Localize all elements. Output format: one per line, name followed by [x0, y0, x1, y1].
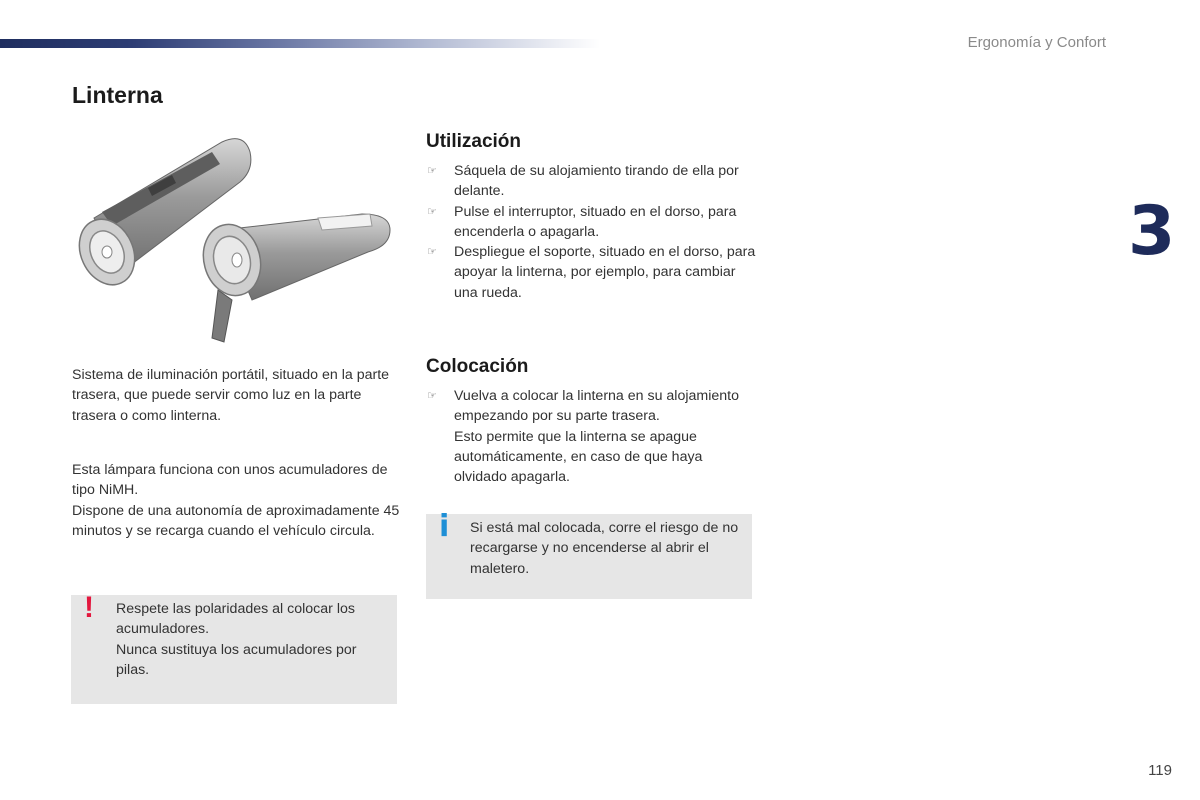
battery-paragraph	[72, 460, 402, 541]
info-text: Si está mal colocada, corre el riesgo de no recargarse y no encenderse al abrir el maletero.	[470, 520, 739, 577]
battery-type-text: Esta lámpara funciona con unos acumuladores de tipo NiMH.	[72, 462, 388, 499]
page-title: Linterna	[72, 82, 163, 108]
info-icon: i	[439, 509, 450, 544]
warning-text-batteries: Nunca sustituya los acumuladores por pilas.	[116, 641, 357, 678]
page-number: 119	[1148, 762, 1172, 779]
flashlight-illustration	[72, 130, 392, 350]
placement-list	[426, 386, 756, 487]
placement-note: Esto permite que la linterna se apague automáticamente, en caso de que haya olvidado apagarla.	[454, 428, 703, 486]
placement-text: Vuelva a colocar la linterna en su alojamiento empezando por su parte trasera.	[454, 388, 739, 425]
pointing-hand-icon: ☞	[427, 205, 437, 218]
exclamation-icon: !	[84, 591, 94, 624]
pointing-hand-icon: ☞	[427, 246, 437, 259]
section-header: Ergonomía y Confort	[967, 34, 1106, 51]
warning-text-polarity: Respete las polaridades al colocar los acumuladores.	[116, 601, 355, 638]
usage-item: ☞ Despliegue el soporte, situado en el dorso, para apoyar la linterna, por ejemplo, para cambiar una rueda.	[427, 244, 756, 301]
placement-heading: Colocación	[426, 356, 529, 377]
usage-heading: Utilización	[426, 131, 522, 152]
chapter-number: 3	[1128, 192, 1176, 271]
pointing-hand-icon: ☞	[427, 165, 437, 177]
pointing-hand-icon: ☞	[427, 390, 437, 402]
usage-item: ☞ Pulse el interruptor, situado en el dorso, para encenderla o apagarla.	[427, 203, 737, 240]
flashlight-right-view	[196, 214, 390, 342]
usage-item: ☞ Sáquela de su alojamiento tirando de ella por delante.	[427, 163, 739, 200]
placement-item	[426, 386, 756, 487]
intro-paragraph: Sistema de iluminación portátil, situado en la parte trasera, que puede servir como luz en la parte trasera o como linterna.	[72, 367, 390, 424]
header-gradient-bar	[0, 39, 600, 48]
usage-list	[426, 161, 756, 303]
warning-box	[71, 591, 397, 704]
info-box	[426, 509, 752, 599]
autonomy-text: Dispone de una autonomía de aproximadamente 45 minutos y se recarga cuando el vehículo circula.	[72, 502, 400, 539]
